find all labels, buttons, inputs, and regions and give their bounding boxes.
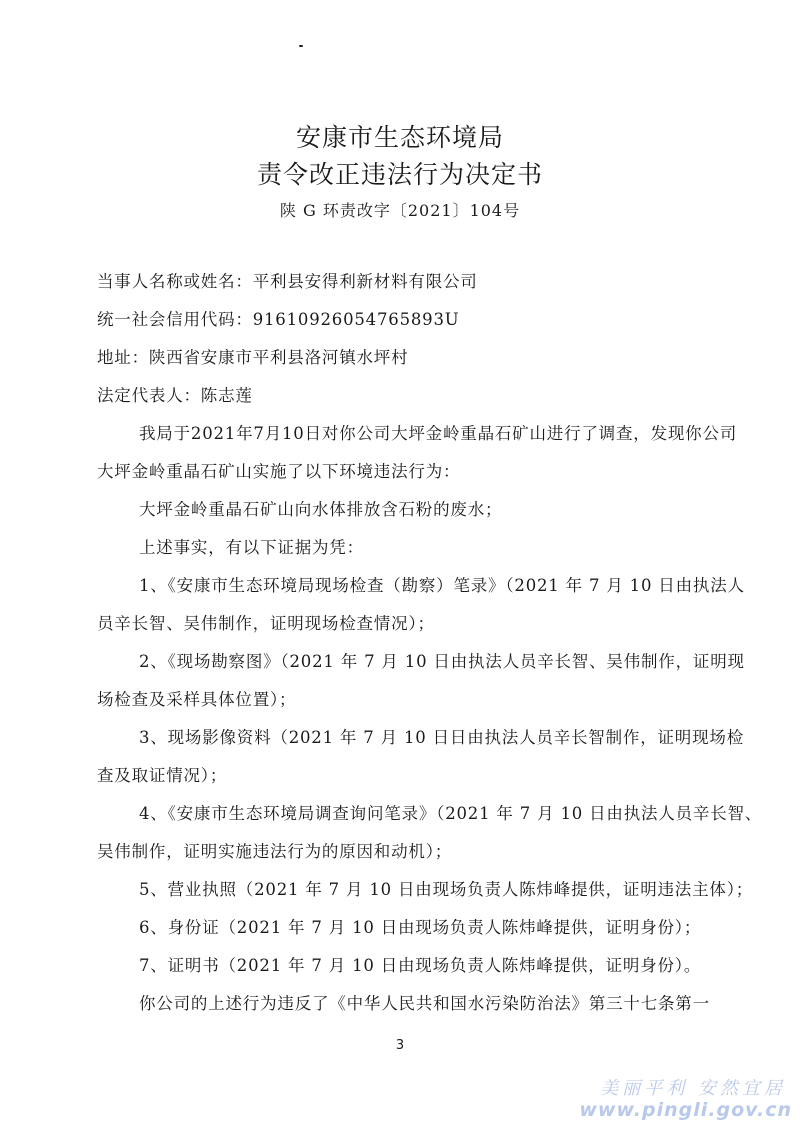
evidence-item-3-cont: 查及取证情况）； [97,766,228,785]
party-name-line: 当事人名称或姓名：平利县安得利新材料有限公司 [97,272,478,291]
doc-number: 陕 G 环责改字〔2021〕104号 [279,201,521,220]
evidence-item-4-cont: 吴伟制作，证明实施违法行为的原因和动机）； [97,842,453,861]
violation-line: 大坪金岭重晶石矿山向水体排放含石粉的废水； [139,500,503,519]
doc-title-issuer: 安康市生态环境局 [295,123,504,152]
evidence-item-2: 2、《现场勘察图》（2021 年 7 月 10 日由执法人员辛长智、吴伟制作，证明现 [139,652,745,671]
evidence-item-2-cont: 场检查及采样具体位置）； [97,690,297,709]
evidence-heading: 上述事实，有以下证据为凭： [139,538,364,557]
evidence-item-1-cont: 员辛长智、吴伟制作，证明现场检查情况）； [97,614,435,633]
evidence-item-5: 5、营业执照（2021 年 7 月 10 日由现场负责人陈炜峰提供，证明违法主体）； [139,880,754,899]
evidence-item-4: 4、《安康市生态环境局调查询问笔录》（2021 年 7 月 10 日由执法人员辛长智、 [139,804,763,823]
address-line: 地址：陕西省安康市平利县洛河镇水坪村 [97,348,409,367]
evidence-item-7: 7、证明书（2021 年 7 月 10 日由现场负责人陈炜峰提供，证明身份）。 [139,956,702,975]
body-paragraph-line: 我局于2021年7月10日对你公司大坪金岭重晶石矿山进行了调查，发现你公司 [139,424,738,443]
watermark-url: www.pingli.gov.cn [579,1099,792,1121]
watermark-slogan: 美丽平利 安然宜居 [600,1078,786,1099]
legal-rep-line: 法定代表人：陈志莲 [97,386,253,405]
evidence-item-6: 6、身份证（2021 年 7 月 10 日由现场负责人陈炜峰提供，证明身份）； [139,918,702,937]
evidence-item-3: 3、现场影像资料（2021 年 7 月 10 日日由执法人员辛长智制作，证明现场检 [139,728,745,747]
evidence-item-1: 1、《安康市生态环境局现场检查（勘察）笔录》（2021 年 7 月 10 日由执法人 [139,576,745,595]
page-number: 3 [395,1038,405,1053]
body-paragraph-line: 大坪金岭重晶石矿山实施了以下环境违法行为： [97,462,461,481]
doc-title-name: 责令改正违法行为决定书 [256,160,543,189]
conclusion-line: 你公司的上述行为违反了《中华人民共和国水污染防治法》第三十七条第一 [139,994,710,1013]
scan-mark [299,45,303,47]
credit-code-line: 统一社会信用代码：91610926054765893U [97,310,460,329]
